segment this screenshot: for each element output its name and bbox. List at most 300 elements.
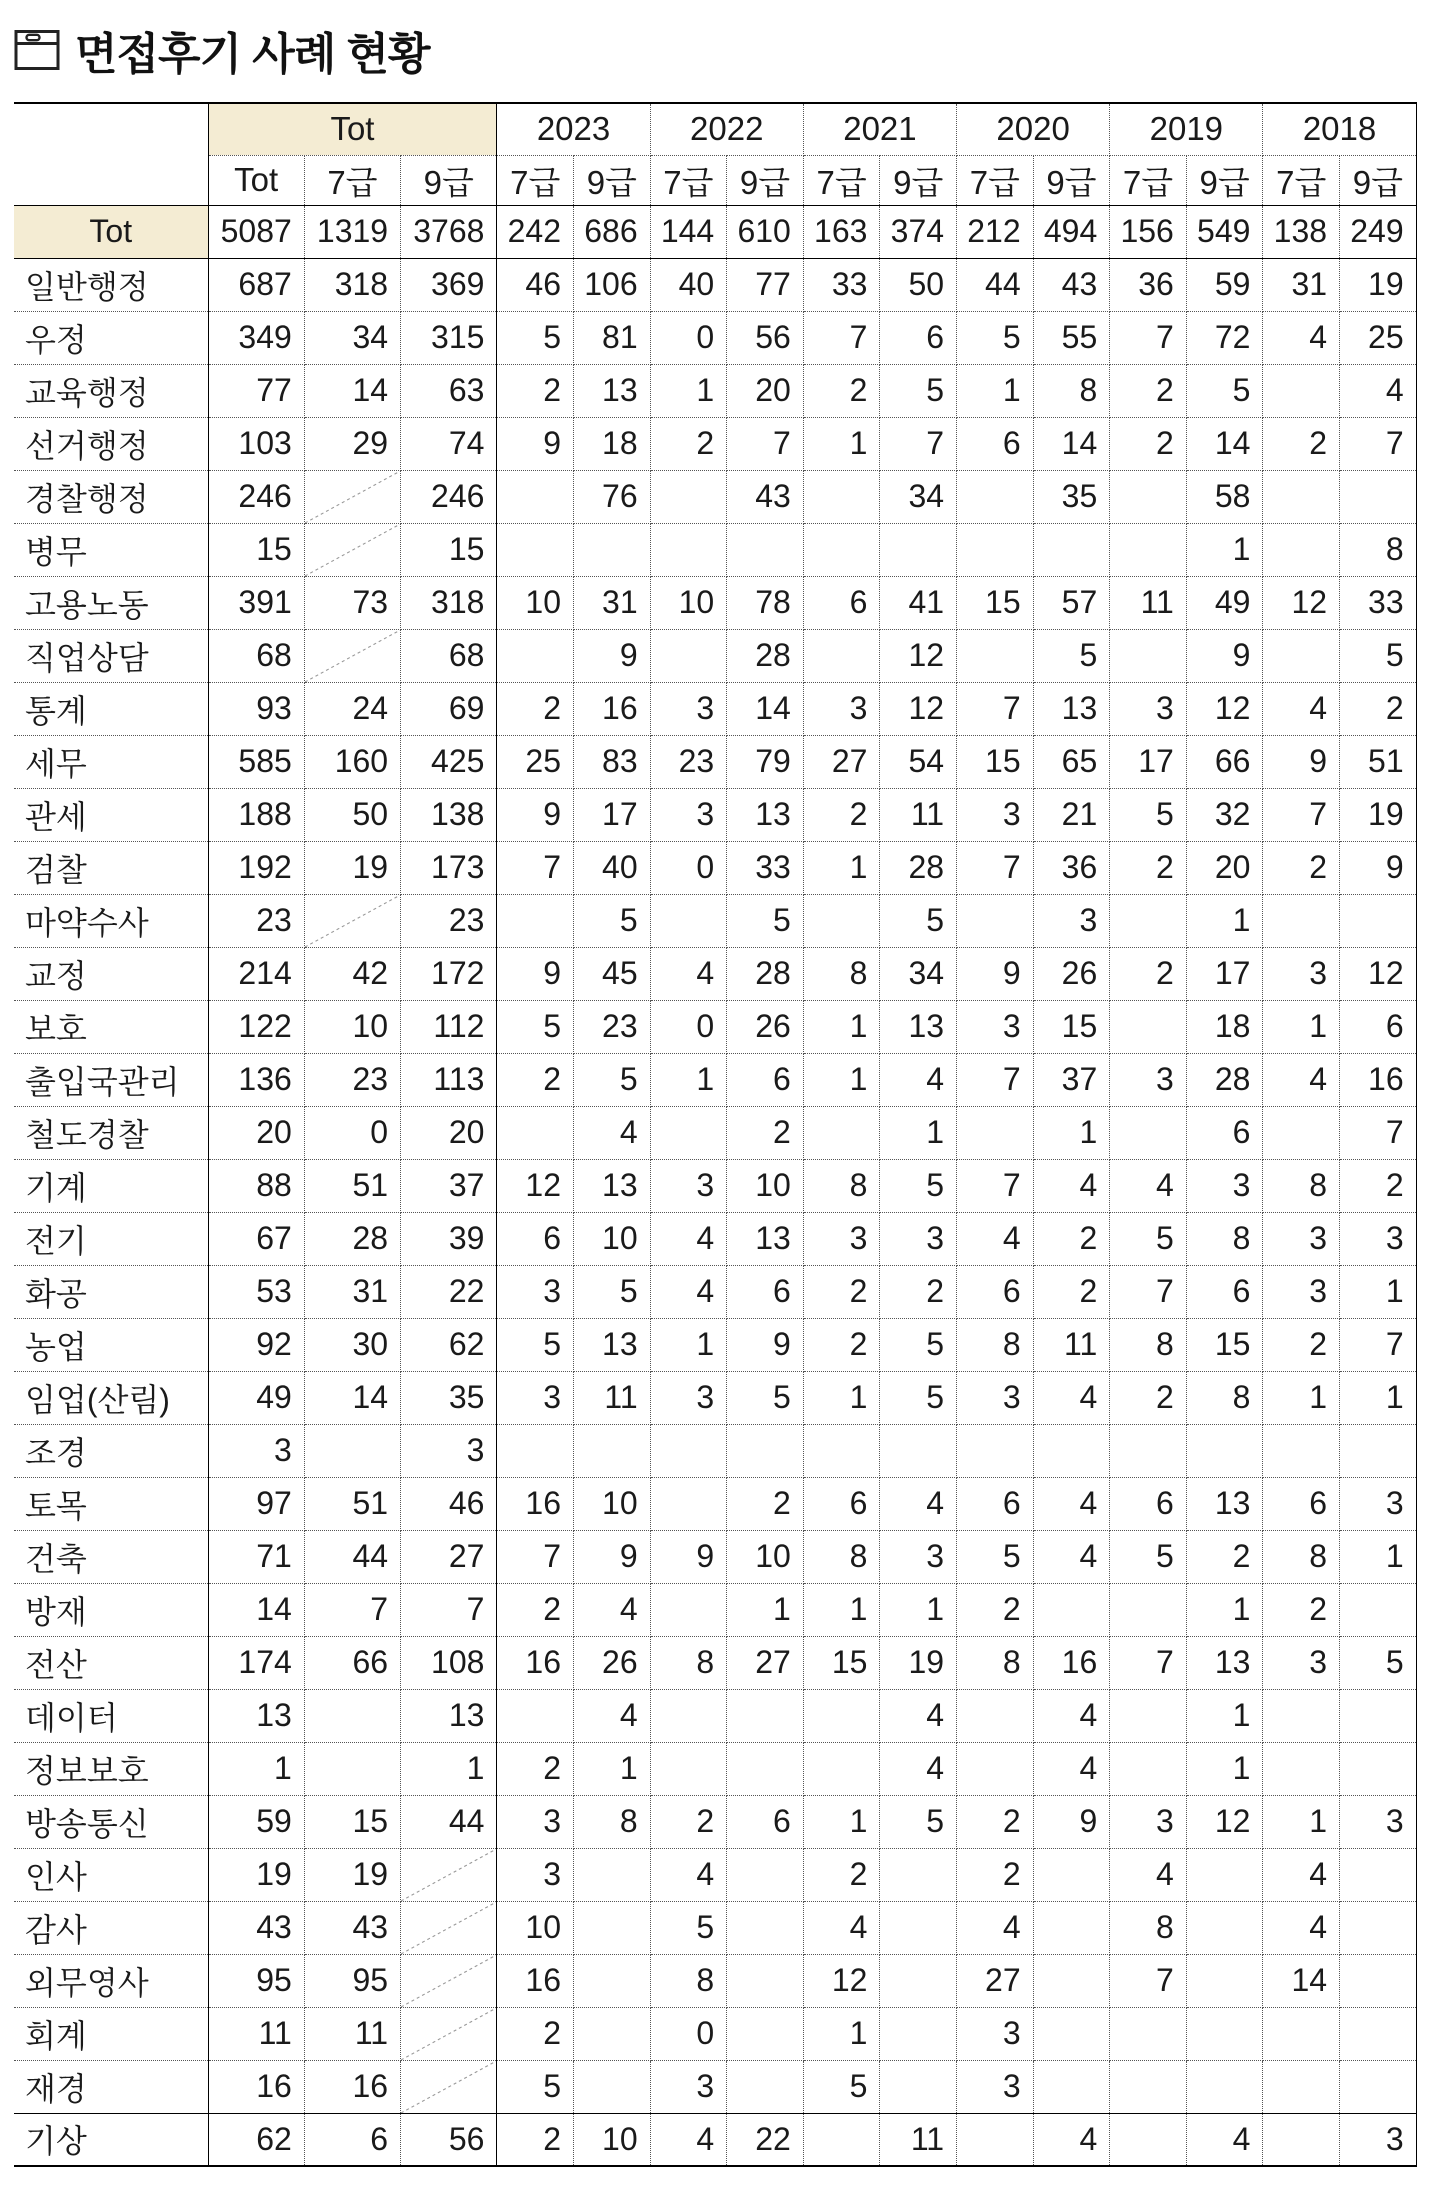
table-cell (1110, 2007, 1187, 2060)
table-cell: 1 (803, 1795, 880, 1848)
table-cell: 65 (1033, 735, 1110, 788)
table-cell (1340, 1424, 1417, 1477)
table-cell: 2 (957, 1583, 1034, 1636)
table-row (14, 1530, 1416, 1583)
table-cell: 46 (401, 1477, 497, 1530)
table-row (14, 1212, 1416, 1265)
table-cell: 56 (727, 311, 804, 364)
table-cell (650, 629, 727, 682)
table-cell: 26 (574, 1636, 651, 1689)
table-cell (1263, 1424, 1340, 1477)
table-cell: 16 (304, 2060, 400, 2113)
table-cell: 56 (401, 2113, 497, 2166)
table-cell: 46 (497, 258, 574, 311)
table-cell: 2 (727, 1106, 804, 1159)
table-cell: 34 (880, 470, 957, 523)
table-cell (1186, 1901, 1263, 1954)
table-cell (650, 1424, 727, 1477)
table-cell: 28 (727, 947, 804, 1000)
table-cell: 15 (304, 1795, 400, 1848)
table-cell: 5 (1033, 629, 1110, 682)
table-cell: 3 (1033, 894, 1110, 947)
table-cell: 6 (497, 1212, 574, 1265)
table-cell (304, 1689, 400, 1742)
table-cell (803, 470, 880, 523)
table-cell (727, 1901, 804, 1954)
row-label: 마약수사 (14, 894, 208, 947)
table-cell: 1 (650, 364, 727, 417)
table-cell: 6 (304, 2113, 400, 2166)
table-cell: 1 (803, 841, 880, 894)
table-cell: 27 (401, 1530, 497, 1583)
table-cell: 15 (803, 1636, 880, 1689)
table-cell: 5 (497, 1000, 574, 1053)
table-cell: 81 (574, 311, 651, 364)
table-cell: 6 (803, 1477, 880, 1530)
table-cell: 9 (497, 947, 574, 1000)
table-cell: 78 (727, 576, 804, 629)
table-cell: 1 (650, 1318, 727, 1371)
table-cell: 25 (1340, 311, 1417, 364)
table-head (14, 103, 1416, 205)
table-cell: 7 (1340, 1318, 1417, 1371)
row-label: 건축 (14, 1530, 208, 1583)
table-cell: 19 (304, 841, 400, 894)
table-cell (497, 470, 574, 523)
table-cell: 4 (880, 1053, 957, 1106)
table-cell: 2 (1263, 417, 1340, 470)
table-cell (497, 1106, 574, 1159)
table-cell: 425 (401, 735, 497, 788)
table-cell: 4 (1186, 2113, 1263, 2166)
table-cell (304, 1742, 400, 1795)
table-cell: 122 (208, 1000, 304, 1053)
table-cell: 136 (208, 1053, 304, 1106)
table-cell (957, 470, 1034, 523)
table-cell: 15 (957, 735, 1034, 788)
table-cell: 103 (208, 417, 304, 470)
table-cell (1186, 1954, 1263, 2007)
table-cell: 9 (1033, 1795, 1110, 1848)
table-cell: 5 (1110, 788, 1187, 841)
table-cell: 369 (401, 258, 497, 311)
table-cell: 16 (1340, 1053, 1417, 1106)
table-cell: 2 (1186, 1530, 1263, 1583)
table-cell: 8 (803, 947, 880, 1000)
table-cell: 349 (208, 311, 304, 364)
sub-col-header: 7급 (1110, 155, 1187, 205)
table-cell: 2 (1110, 417, 1187, 470)
table-cell: 15 (401, 523, 497, 576)
table-cell: 5 (727, 1371, 804, 1424)
table-row (14, 1371, 1416, 1424)
table-cell: 246 (401, 470, 497, 523)
table-cell (497, 894, 574, 947)
table-cell: 391 (208, 576, 304, 629)
table-cell (574, 2060, 651, 2113)
table-cell (497, 523, 574, 576)
table-cell: 37 (401, 1159, 497, 1212)
table-cell (727, 2060, 804, 2113)
table-cell (1340, 1954, 1417, 2007)
table-cell: 45 (574, 947, 651, 1000)
table-cell: 50 (880, 258, 957, 311)
table-cell: 16 (208, 2060, 304, 2113)
row-label: 토목 (14, 1477, 208, 1530)
table-cell: 2 (650, 417, 727, 470)
table-cell: 35 (1033, 470, 1110, 523)
table-cell: 242 (497, 205, 574, 258)
table-cell: 610 (727, 205, 804, 258)
table-cell: 5 (574, 894, 651, 947)
table-cell: 11 (880, 2113, 957, 2166)
table-row (14, 2113, 1416, 2166)
table-cell: 1 (1186, 1689, 1263, 1742)
table-cell: 10 (727, 1530, 804, 1583)
table-cell: 108 (401, 1636, 497, 1689)
table-cell: 173 (401, 841, 497, 894)
table-cell (1340, 1901, 1417, 1954)
table-cell: 7 (957, 682, 1034, 735)
table-cell: 1 (1340, 1265, 1417, 1318)
header-sub-row (14, 155, 1416, 205)
table-cell: 95 (208, 1954, 304, 2007)
table-cell: 3 (650, 788, 727, 841)
table-cell: 13 (727, 1212, 804, 1265)
table-cell: 4 (803, 1901, 880, 1954)
table-cell (1263, 1106, 1340, 1159)
table-cell: 23 (304, 1053, 400, 1106)
table-cell: 68 (401, 629, 497, 682)
table-cell: 3768 (401, 205, 497, 258)
table-cell (727, 1742, 804, 1795)
table-cell: 39 (401, 1212, 497, 1265)
table-cell: 8 (650, 1636, 727, 1689)
table-cell (957, 1742, 1034, 1795)
table-cell: 113 (401, 1053, 497, 1106)
table-row (14, 1000, 1416, 1053)
table-cell: 3 (497, 1848, 574, 1901)
table-cell: 214 (208, 947, 304, 1000)
table-cell: 9 (574, 629, 651, 682)
table-cell: 2 (497, 1742, 574, 1795)
table-cell: 4 (650, 947, 727, 1000)
corner-cell (14, 103, 208, 205)
table-cell: 106 (574, 258, 651, 311)
table-cell: 54 (880, 735, 957, 788)
table-cell (1263, 470, 1340, 523)
table-cell: 2 (1110, 841, 1187, 894)
table-cell: 8 (1033, 364, 1110, 417)
table-cell (727, 2007, 804, 2060)
table-cell: 14 (304, 364, 400, 417)
table-cell: 43 (727, 470, 804, 523)
table-cell: 9 (574, 1530, 651, 1583)
table-cell: 10 (304, 1000, 400, 1053)
sub-col-header: 7급 (497, 155, 574, 205)
table-cell (304, 1424, 400, 1477)
table-cell: 36 (1033, 841, 1110, 894)
table-cell: 53 (208, 1265, 304, 1318)
table-cell (957, 894, 1034, 947)
row-label: 경찰행정 (14, 470, 208, 523)
table-row (14, 364, 1416, 417)
table-row (14, 1742, 1416, 1795)
table-cell: 13 (1186, 1636, 1263, 1689)
table-cell: 20 (727, 364, 804, 417)
table-cell: 19 (208, 1848, 304, 1901)
na-cell (304, 470, 400, 523)
sub-col-header: 7급 (304, 155, 400, 205)
table-cell: 8 (1186, 1212, 1263, 1265)
table-cell: 6 (1186, 1265, 1263, 1318)
sub-col-header: 7급 (803, 155, 880, 205)
table-cell: 8 (803, 1159, 880, 1212)
table-cell: 5 (880, 364, 957, 417)
row-label: 철도경찰 (14, 1106, 208, 1159)
table-cell (650, 1106, 727, 1159)
table-cell: 13 (208, 1689, 304, 1742)
table-cell: 12 (497, 1159, 574, 1212)
table-cell: 10 (574, 1477, 651, 1530)
table-cell: 249 (1340, 205, 1417, 258)
table-cell: 73 (304, 576, 400, 629)
table-cell: 5 (880, 894, 957, 947)
table-cell: 318 (304, 258, 400, 311)
table-cell: 17 (1110, 735, 1187, 788)
table-cell (650, 523, 727, 576)
table-cell: 30 (304, 1318, 400, 1371)
table-cell: 8 (574, 1795, 651, 1848)
table-cell: 2 (1263, 841, 1340, 894)
table-cell: 12 (1263, 576, 1340, 629)
table-cell (880, 1954, 957, 2007)
table-cell (574, 2007, 651, 2060)
table-cell: 10 (497, 576, 574, 629)
table-cell: 11 (1110, 576, 1187, 629)
table-cell: 1 (1263, 1795, 1340, 1848)
table-cell: 17 (574, 788, 651, 841)
table-row (14, 947, 1416, 1000)
table-cell: 7 (727, 417, 804, 470)
table-cell: 3 (1110, 682, 1187, 735)
table-row (14, 735, 1416, 788)
table-cell (1186, 2007, 1263, 2060)
table-cell: 12 (880, 682, 957, 735)
table-cell: 10 (497, 1901, 574, 1954)
table-cell: 5 (574, 1265, 651, 1318)
row-label: 기계 (14, 1159, 208, 1212)
table-cell: 1 (803, 1583, 880, 1636)
table-cell: 2 (497, 2007, 574, 2060)
table-cell: 1 (1186, 523, 1263, 576)
table-cell: 3 (650, 1371, 727, 1424)
table-cell (727, 1689, 804, 1742)
table-cell: 11 (1033, 1318, 1110, 1371)
table-cell: 4 (1033, 1742, 1110, 1795)
na-cell (401, 1954, 497, 2007)
table-cell: 2 (1263, 1583, 1340, 1636)
table-cell: 6 (1186, 1106, 1263, 1159)
table-cell: 1 (1033, 1106, 1110, 1159)
table-cell: 4 (650, 2113, 727, 2166)
na-cell (401, 2007, 497, 2060)
table-cell: 4 (1033, 2113, 1110, 2166)
row-label: 전산 (14, 1636, 208, 1689)
table-cell: 44 (957, 258, 1034, 311)
table-cell: 246 (208, 470, 304, 523)
table-cell: 3 (208, 1424, 304, 1477)
table-body (14, 205, 1416, 2166)
table-cell: 19 (304, 1848, 400, 1901)
table-cell: 4 (650, 1265, 727, 1318)
table-cell: 5 (574, 1053, 651, 1106)
table-cell: 7 (1110, 1954, 1187, 2007)
table-row (14, 2060, 1416, 2113)
table-cell (803, 1106, 880, 1159)
table-cell: 40 (574, 841, 651, 894)
table-cell (650, 1477, 727, 1530)
table-cell (1340, 2060, 1417, 2113)
row-label: 직업상담 (14, 629, 208, 682)
table-cell: 11 (304, 2007, 400, 2060)
table-cell: 4 (1263, 1848, 1340, 1901)
row-label: 검찰 (14, 841, 208, 894)
table-cell: 5 (497, 311, 574, 364)
table-cell: 6 (727, 1265, 804, 1318)
table-cell (1110, 1000, 1187, 1053)
table-cell (1263, 1689, 1340, 1742)
table-cell (1263, 523, 1340, 576)
diagonal-strike-icon (305, 524, 400, 576)
table-cell: 5087 (208, 205, 304, 258)
table-cell: 20 (1186, 841, 1263, 894)
table-cell: 3 (650, 682, 727, 735)
table-cell: 66 (1186, 735, 1263, 788)
table-cell: 7 (957, 841, 1034, 894)
table-cell: 2 (957, 1848, 1034, 1901)
table-cell: 4 (1110, 1159, 1187, 1212)
diagonal-strike-icon (305, 895, 400, 947)
table-cell: 3 (497, 1371, 574, 1424)
table-cell: 14 (304, 1371, 400, 1424)
row-label: 출입국관리 (14, 1053, 208, 1106)
table-cell: 5 (1340, 629, 1417, 682)
table-cell: 16 (497, 1477, 574, 1530)
table-cell: 55 (1033, 311, 1110, 364)
table-cell: 37 (1033, 1053, 1110, 1106)
table-cell: 5 (650, 1901, 727, 1954)
table-cell: 9 (650, 1530, 727, 1583)
table-cell: 13 (1033, 682, 1110, 735)
table-cell: 1 (803, 1000, 880, 1053)
table-cell: 3 (957, 1000, 1034, 1053)
table-cell (1110, 1424, 1187, 1477)
table-cell (1340, 1583, 1417, 1636)
table-cell: 156 (1110, 205, 1187, 258)
table-cell (1186, 1424, 1263, 1477)
table-cell: 41 (880, 576, 957, 629)
table-cell: 18 (574, 417, 651, 470)
table-cell (803, 1424, 880, 1477)
table-cell: 6 (803, 576, 880, 629)
table-row (14, 1795, 1416, 1848)
table-cell: 1 (1186, 894, 1263, 947)
table-cell: 11 (208, 2007, 304, 2060)
table-cell: 9 (727, 1318, 804, 1371)
table-cell: 163 (803, 205, 880, 258)
table-cell: 7 (1110, 1636, 1187, 1689)
na-cell (304, 629, 400, 682)
table-cell (574, 523, 651, 576)
table-cell: 3 (1263, 1636, 1340, 1689)
table-row (14, 576, 1416, 629)
table-cell: 3 (1110, 1053, 1187, 1106)
table-cell (1263, 894, 1340, 947)
table-cell: 2 (1263, 1318, 1340, 1371)
table-cell: 20 (208, 1106, 304, 1159)
sub-col-header: 9급 (1340, 155, 1417, 205)
table-cell: 10 (574, 1212, 651, 1265)
table-cell: 0 (650, 2007, 727, 2060)
table-cell: 15 (208, 523, 304, 576)
table-cell (1033, 1424, 1110, 1477)
table-cell (497, 1424, 574, 1477)
table-cell (1033, 523, 1110, 576)
table-cell (1340, 1689, 1417, 1742)
table-cell (650, 1689, 727, 1742)
table-cell: 4 (1263, 1901, 1340, 1954)
table-row (14, 1848, 1416, 1901)
table-cell: 8 (957, 1636, 1034, 1689)
table-cell: 10 (727, 1159, 804, 1212)
table-row (14, 1477, 1416, 1530)
table-cell: 2 (803, 364, 880, 417)
table-cell (957, 1106, 1034, 1159)
table-cell: 49 (208, 1371, 304, 1424)
table-cell: 2 (1110, 1371, 1187, 1424)
table-cell (880, 1848, 957, 1901)
table-cell: 24 (304, 682, 400, 735)
table-cell: 5 (803, 2060, 880, 2113)
table-cell: 5 (1110, 1212, 1187, 1265)
table-cell: 8 (650, 1954, 727, 2007)
table-cell: 13 (727, 788, 804, 841)
table-cell: 10 (574, 2113, 651, 2166)
table-cell: 494 (1033, 205, 1110, 258)
table-cell: 9 (497, 417, 574, 470)
table-cell: 13 (574, 364, 651, 417)
table-cell: 62 (401, 1318, 497, 1371)
table-cell: 3 (1340, 1212, 1417, 1265)
sub-col-header: 9급 (1033, 155, 1110, 205)
table-cell: 6 (1110, 1477, 1187, 1530)
table-cell: 7 (1340, 417, 1417, 470)
table-cell: 315 (401, 311, 497, 364)
table-cell: 2 (497, 1583, 574, 1636)
row-label: 병무 (14, 523, 208, 576)
table-cell: 42 (304, 947, 400, 1000)
table-cell: 1 (803, 1371, 880, 1424)
table-cell: 1 (803, 2007, 880, 2060)
table-cell (574, 1901, 651, 1954)
table-cell (497, 629, 574, 682)
table-cell: 77 (727, 258, 804, 311)
table-cell: 3 (1186, 1159, 1263, 1212)
table-cell: 51 (1340, 735, 1417, 788)
table-row (14, 1583, 1416, 1636)
table-cell: 138 (401, 788, 497, 841)
